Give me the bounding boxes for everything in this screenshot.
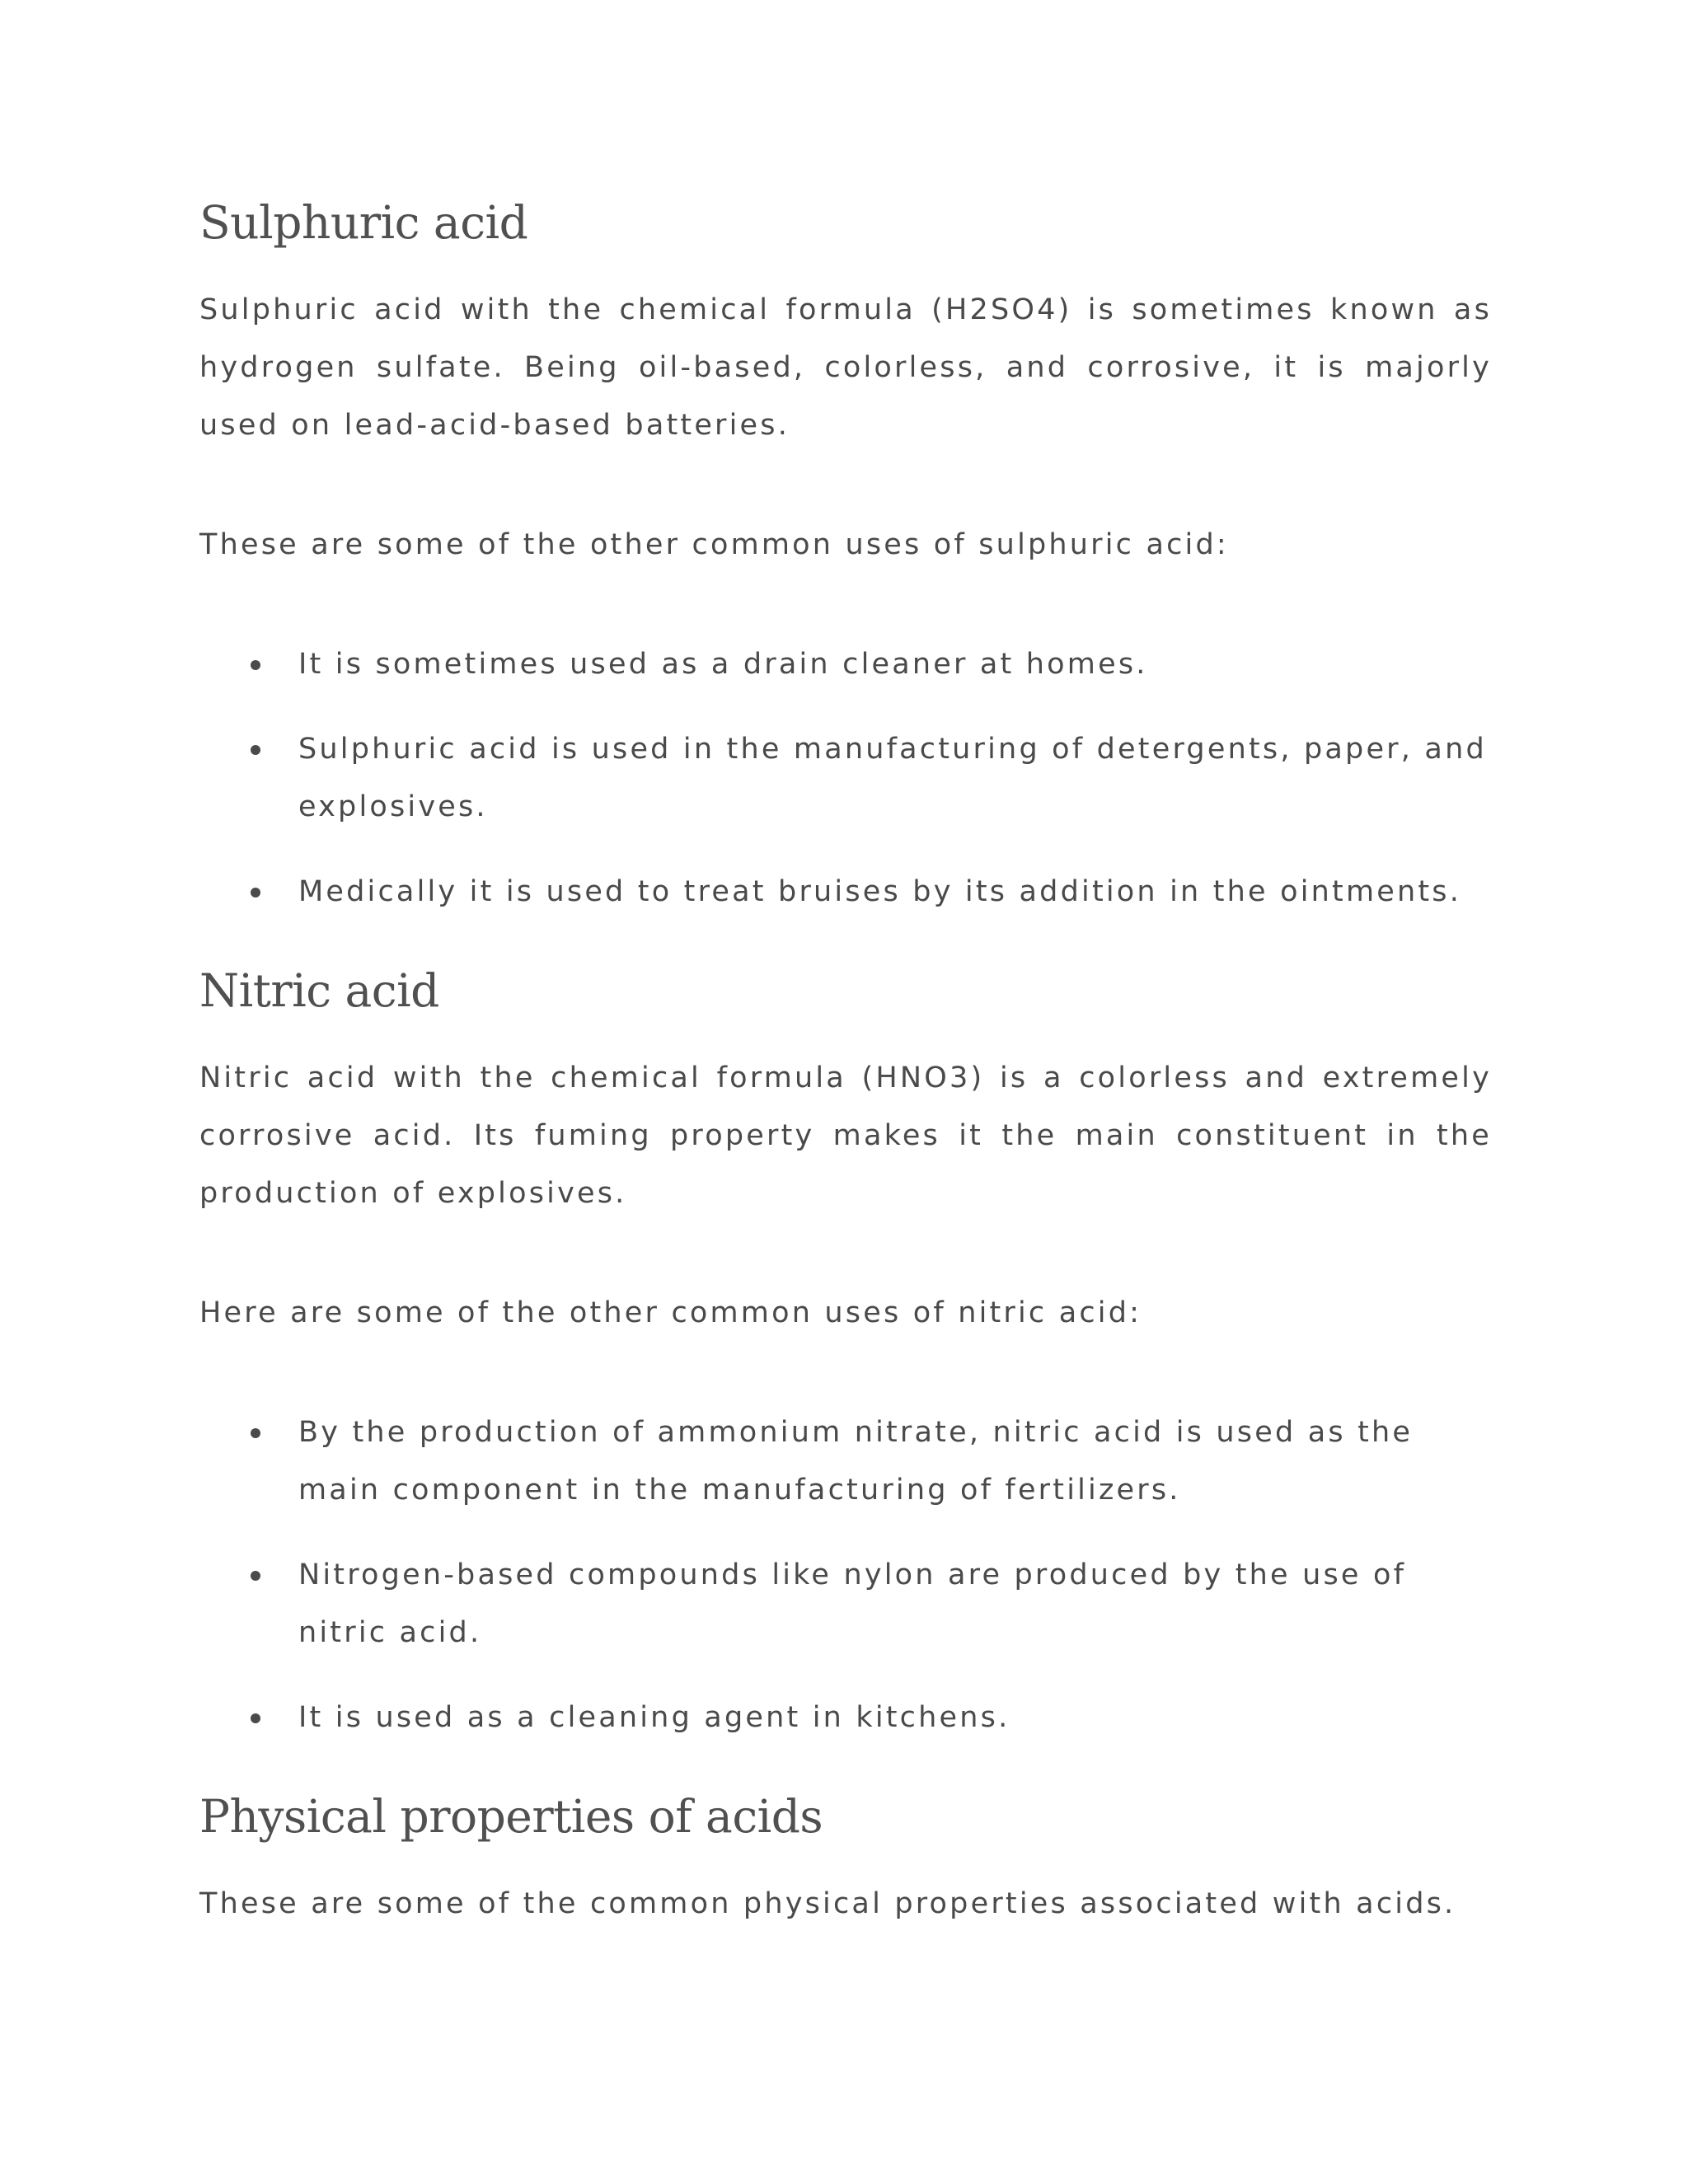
section-paragraph: Sulphuric acid with the chemical formula (H2SO4) is sometimes known as hydrogen sulfate. Being oil-based, colorless, and corrosive, it is majorly used on lead-acid-based batteries. [199, 293, 1492, 442]
list-item-text: It is used as a cleaning agent in kitchens. [298, 1701, 1010, 1734]
section-heading: Sulphuric acid [199, 196, 528, 249]
section-physical-properties [199, 1779, 1492, 1933]
bullet-dot-icon [251, 660, 260, 670]
bullet-dot-icon [251, 1571, 260, 1581]
list-item-text: Nitrogen-based compounds like nylon are produced by the use of nitric acid. [298, 1558, 1407, 1649]
list-item-text: By the production of ammonium nitrate, nitric acid is used as the main component in the manufacturing of fertilizers. [298, 1416, 1414, 1507]
list-item-text: Sulphuric acid is used in the manufacturing of detergents, paper, and explosives. [298, 733, 1487, 823]
section-paragraph: Here are some of the other common uses of nitric acid: [199, 1296, 1142, 1329]
list-item-text: It is sometimes used as a drain cleaner at homes. [298, 648, 1148, 681]
bullet-dot-icon [251, 745, 260, 755]
list-item [199, 1689, 1492, 1746]
section-heading: Physical properties of acids [199, 1790, 823, 1843]
list-item [199, 720, 1492, 836]
section-heading: Nitric acid [199, 964, 439, 1017]
section-paragraph: Nitric acid with the chemical formula (HNO3) is a colorless and extremely corrosive acid. Its fuming property makes it the main constituent in the production of explosives. [199, 1062, 1492, 1210]
bullet-list [199, 1404, 1492, 1746]
list-item-text: Medically it is used to treat bruises by its addition in the ointments. [298, 875, 1462, 908]
section-sulphuric-acid [199, 185, 1492, 921]
document-body [199, 185, 1492, 1933]
bullet-dot-icon [251, 1428, 260, 1438]
list-item [199, 1404, 1492, 1519]
list-item [199, 1546, 1492, 1661]
bullet-dot-icon [251, 888, 260, 898]
bullet-dot-icon [251, 1713, 260, 1723]
bullet-list [199, 635, 1492, 921]
section-paragraph: These are some of the common physical properties associated with acids. [199, 1887, 1456, 1920]
list-item [199, 635, 1492, 693]
list-item [199, 863, 1492, 921]
section-paragraph: These are some of the other common uses of sulphuric acid: [199, 528, 1229, 561]
section-nitric-acid [199, 954, 1492, 1746]
